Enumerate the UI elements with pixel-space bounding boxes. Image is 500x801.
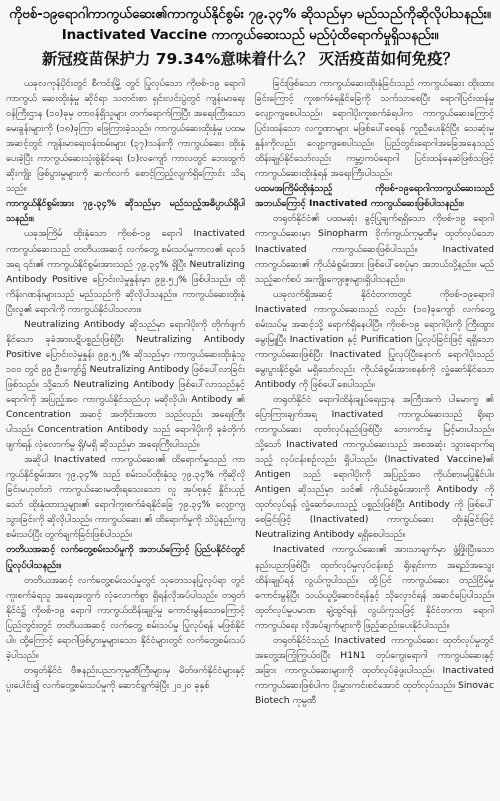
headline-chinese: 新冠疫苗保护力 79.34%意味着什么？ 灭活疫苗如何免疫？ — [41, 50, 459, 68]
right-column — [255, 76, 494, 708]
paragraph: တရုတ်နိုင်ငံသည် Inactivated ကာကွယ်ဆေး ထုတ်လုပ်မှုတွင် အတွေ့အကြုံကြွယ်ဝပြီး H1N1 တုပ်ကွေးရောဂါ ကာကွယ်ဆေးနှင့် အခြား ကာကွယ်ဆေးများကို ထုတ်လုပ်ခဲ့ဖူးပါသည်။ Inactivated ကာကွယ်ဆေးဖြစ်ပါက ပိုးမွှားကင်းစင်အောင် ထုတ်လုပ်သည်။ Sinovac Biotech ကုမ္ပဏီ — [255, 634, 494, 706]
paragraph: တတိယအဆင့် လက်တွေ့စမ်းသပ်မှုတွင် သုတေသနပြုလုပ်ရာ တွင် ကူးစက်ခံရသူ အရေအတွက် လုံလောက်စွာ ရှိရန်လိုအပ်ပါသည်။ တရုတ်နိုင်ငံ၌ ကိုဗစ်-၁၉ ရောဂါ ကာကွယ်ထိန်းချုပ်မှု ကောင်းမွန်သောကြောင့် ပြည်တွင်းတွင် တတိယအဆင့် လက်တွေ့ စမ်းသပ်မှု ပြုလုပ်ရန် မဖြစ်နိုင်ပါ။ ထို့ကြောင့် ရောဂါဖြစ်ပွားမှုများသော နိုင်ငံများတွင် လက်တွေ့စမ်းသပ်ခဲ့ပါသည်။ — [6, 574, 245, 661]
headline-burmese-line-1: ကိုဗစ်-၁၉ရောဂါကာကွယ်ဆေး၏ကာကွယ်နိုင်စွမ်း ၇၉.၃၄% ဆိုသည်မှာ မည်သည်ကိုဆိုလိုပါသနည်း။ — [9, 6, 491, 22]
paragraph: တရုတ်နိုင်ငံ ဗီဇနည်းပညာကုမ္ပဏီကြီးများမှ မိတ်ဖက်နိုင်ငံများနှင့် ပူးပေါင်း၍ လက်တွေ့စမ်းသပ်မှုကို ဆောင်ရွက်ခဲ့ပြီး ၂၀၂၀ ခုနှစ် — [6, 664, 245, 691]
article-body — [6, 76, 494, 708]
headline-vaccine-term: Inactivated Vaccine — [61, 27, 207, 43]
paragraph: Neutralizing Antibody ဆိုသည်မှာ ရောဂါပိုးကို တိုက်ဖျက်နိုင်သော ခုခံအားပဋိပစ္စည်းဖြစ်ပြီး Neutralizing Antibody Positive ပြောင်းလဲမှုနှုန်း ၉၉.၅၂% ဆိုသည်မှာ ကာကွယ်ဆေးထိုးနှံသူ ၁၀၀ တွင် ၉၉ ဦးကျော်၌ Neutralizing Antibody ဖြစ်ပေါ်လာခြင်း ဖြစ်သည်။ သို့သော် Neutralizing Antibody ဖြစ်ပေါ်လာသည်နှင့် ရောဂါကို အပြည့်အဝ ကာကွယ်နိုင်သည်ဟု မဆိုလိုပါ။ Antibody ၏ Concentration အဆင့် အတိုင်းအတာ သည်လည်း အရေးကြီးပါသည်။ Concentration Antibody သည် ရောဂါပိုးကို ခုခံတိုက်ဖျက်ရန် လုံလောက်မှု ရှိ/မရှိ ဆိုသည်မှာ အရေးကြီးပါသည်။ — [6, 318, 245, 451]
paragraph: Inactivated ကာကွယ်ဆေး၏ အားသာချက်မှာ ဖွံ့ဖြိုးပြီးသော နည်းပညာဖြစ်ပြီး ထုတ်လုပ်မှုလုပ်ငန်းစဉ် ရိုးရှင်းကာ အရည်အသွေး ထိန်းချုပ်ရန် လွယ်ကူပါသည်။ ထို့ပြင် ကာကွယ်ဆေး တည်ငြိမ်မှု ကောင်းမွန်ပြီး သယ်ယူပို့ဆောင်ရန်နှင့် သိုလှောင်ရန် အဆင်ပြေပါသည်။ ထုတ်လုပ်မှုပမာဏ ချဲ့ထွင်ရန် လွယ်ကူသဖြင့် နိုင်ငံတကာ ရောဂါကာကွယ်ရေး လိုအပ်ချက်များကို ဖြည့်ဆည်းပေးနိုင်ပါသည်။ — [255, 544, 494, 631]
paragraph: တရုတ်နိုင်ငံ ရောဂါထိန်းချုပ်ရေးဌာန အကြီးအကဲ ပါမောက္ခ ၏ ပြောကြားချက်အရ Inactivated ကာကွယ်ဆေးသည် ရိုးရာ ကာကွယ်ဆေး ထုတ်လုပ်နည်းဖြစ်ပြီး ဘေးကင်းမှု မြင့်မားပါသည်။ သို့သော် Inactivated ကာကွယ်ဆေးသည် အစအဆုံး သွားရောက်ရသည့် လုပ်ငန်းစဉ်လည်း ရှိပါသည်။ (Inactivated Vaccine)၏ Antigen သည် ရောဂါပိုးကို အပြည့်အဝ ကိုယ်စားမပြုနိုင်ပါ။ Antigen ဆိုသည်မှာ သင်၏ ကိုယ်ခံစွမ်းအားကို Antibody ကို ထုတ်လုပ်ရန် လှုံ့ဆော်ပေးသည့် ပစ္စည်းဖြစ်ပြီး Antibody ကို ဖြစ်ပေါ်စေခြင်းဖြင့် (Inactivated) ကာကွယ်ဆေး ထိုးနှံခြင်းဖြင့် Neutralizing Antibody ရရှိစေပါသည်။ — [255, 393, 494, 541]
paragraph: အဆိုပါ Inactivated ကာကွယ်ဆေး၏ ထိရောက်မှုသည် ကာကွယ်နိုင်စွမ်းအား ၇၉.၃၄% သည် စမ်းသပ်ထိုးနှံသူ ၇၉.၃၄% ကိုဆိုလိုခြင်းမဟုတ်ဘဲ ကာကွယ်ဆေးမထိုးရသေးသော လူ အုပ်စုနှင့် နှိုင်းယှဉ်သော် ထိုးနှံထားသူများ၏ ရောဂါကူးစက်ခံရနိုင်ခြေ ၇၉.၃၄% လျော့ကျသွားခြင်းကို ဆိုလိုပါသည်။ ကာကွယ်ဆေး ၏ ထိရောက်မှုကို သိပ္ပံနည်းကျ စမ်းသပ်ပြီး တွက်ချက်ခြင်းဖြစ်ပါသည်။ — [6, 454, 245, 541]
paragraph: ခြင်းဖြစ်သော ကာကွယ်ဆေးထိုးနှံခြင်းသည် ကာကွယ်ဆေး ထိုးထားခြင်းကြောင့် ကူးစက်ခံရနိုင်ခြေကို သက်သာစေပြီး ရောဂါပြင်းထန်မှု လျော့ကျစေပါသည်။ ရောဂါပိုးကူးစက်ခံရပါက ကာကွယ်ဆေးကြောင့် ပြင်းထန်သော လက္ခဏာများ မဖြစ်ပေါ်စေရန် ကူညီပေးနိုင်ပြီး သေဆုံးမှုနှုန်းကိုလည်း လျော့ကျစေပါသည်။ ပြည်တွင်းရောဂါအခြေအနေသည် ထိန်းချုပ်နိုင်သော်လည်း ကမ္ဘာ့ကပ်ရောဂါ ပြင်းထန်နေဆဲဖြစ်သဖြင့် ကာကွယ်ဆေးထိုးနှံရန် အရေးကြီးပါသည်။ — [255, 78, 494, 180]
paragraph: ယခုလကုန်ပိုင်းတွင် စီကင်းမြို့ တွင် ပြုလုပ်သော ကိုဗစ်-၁၉ ရောဂါ ကာကွယ် ဆေးထိုးနှံမှု ဆိုင်ရာ သတင်းစာ ရှင်းလင်းပွဲတွင် ကျန်းမာရေးဝန်ကြီးဌာန (၁၀)ခုမှ တာဝန်ရှိသူများ တက်ရောက်ကြပြီး အရေးကြီးသော မေးခွန်းများကို (၁၈)ခုကြာ ဖြေကြားခဲ့သည်။ ကာကွယ်ဆေးထိုးနှံမှု ပထမ အဆင့်တွင် ကျန်းမာရေးဝန်ထမ်းများ (၃၇)သန်းကို ကာကွယ်ဆေး ထိုးနှံပေးခဲ့ပြီး ကာကွယ်ဆေးသုံးစွဲနိုင်ရေး (၁)လကျော် ကာလတွင် ဘေးထွက်ဆိုးကျိုး ဖြစ်ပွားမှုများကို ဆက်လက် စောင့်ကြည့်လျက်ရှိကြောင်း သိရသည်။ — [6, 78, 245, 195]
left-column — [6, 76, 245, 708]
paragraph: ယခုလက်ရှိအဆင့် နိုင်ငံတကာတွင် ကိုဗစ်-၁၉ရောဂါ Inactivated ကာကွယ်ဆေးသည် လည်း (၁၀)ခုကျော် လက်တွေ့စမ်းသပ်မှု အဆင့်သို့ ရောက်ရှိနေပါပြီ။ ကိုဗစ်-၁၉ ရောဂါပိုးကို ကြီးထွားမွေးမြူပြီး Inactivation နှင့် Purification ပြုလုပ်ခြင်းဖြင့် ရရှိသော ကာကွယ်ဆေးဖြစ်ပြီး Inactivated ပြုလုပ်ပြီးနောက် ရောဂါပိုးသည် မွေးပွားနိုင်စွမ်း မရှိသော်လည်း ကိုယ်ခံစွမ်းအားစနစ်ကို လှုံ့ဆော်နိုင်သော Antibody ကို ဖြစ်ပေါ်စေပါသည်။ — [255, 288, 494, 390]
section-subhead: ကာကွယ်နိုင်စွမ်းအား ၇၉.၃၄% ဆိုသည်မှာ မည်သည့်အဓိပ္ပာယ်ရှိပါသနည်း။ — [6, 198, 245, 225]
paragraph: ယခုအကြိမ် ထိုးနှံသော ကိုဗစ်-၁၉ ရောဂါ Inactivated ကာကွယ်ဆေးသည် တတိယအဆင့် လက်တွေ့ စမ်းသပ်မှုကာလ၏ ရလဒ်အရ ၎င်း၏ ကာကွယ်နိုင်စွမ်းအားသည် ၇၉.၃၄% ရှိပြီး Neutralizing Antibody Positive ပြောင်းလဲမှုနှုန်းမှာ ၉၉.၅၂% ဖြစ်ပါသည်။ ထိုကိန်းဂဏန်းများသည် မည်သည်ကို ဆိုလိုပါသနည်း။ ကာကွယ်ဆေးထိုးနှံပြီးလူ၏ ရောဂါကို ကာကွယ်နိုင်ပါသလား။ — [6, 228, 245, 315]
section-subhead: ပထမအကြိမ်ထိုးနှံသည့် ကိုဗစ်-၁၉ရောဂါကာကွယ်ဆေးသည် အဘယ်ကြောင့် Inactivated ကာကွယ်ဆေးဖြစ်ပါသနည်း။ — [255, 183, 494, 210]
paragraph: တရုတ်နိုင်ငံ၏ ပထမဆုံး ခွင့်ပြုချက်ရရှိသော ကိုဗစ်-၁၉ ရောဂါ ကာကွယ်ဆေးမှာ Sinopharm ဝိုက်ကျယ်ကုမ္ပဏီမှ ထုတ်လုပ်သော Inactivated ကာကွယ်ဆေးဖြစ်ပါသည်။ Inactivated ကာကွယ်ဆေး၏ ကိုယ်ခံစွမ်းအား ဖြစ်ပေါ်စေပုံမှာ အဘယ်သို့နည်း။ မည်သည့်ဆက်စပ် အကျိုးကျေးဇူးများရှိပါသနည်း။ — [255, 213, 494, 285]
section-subhead: တတိယအဆင့် လက်တွေ့စမ်းသပ်မှုကို အဘယ်ကြောင့် ပြည်ပနိုင်ငံတွင် ပြုလုပ်ပါသနည်း။ — [6, 544, 245, 571]
headline-burmese-rest: ကာကွယ်ဆေးသည် မည်ပုံထိရောက်မှုရှိသနည်း။ — [206, 27, 439, 43]
headline-burmese-line-2 — [6, 25, 494, 46]
